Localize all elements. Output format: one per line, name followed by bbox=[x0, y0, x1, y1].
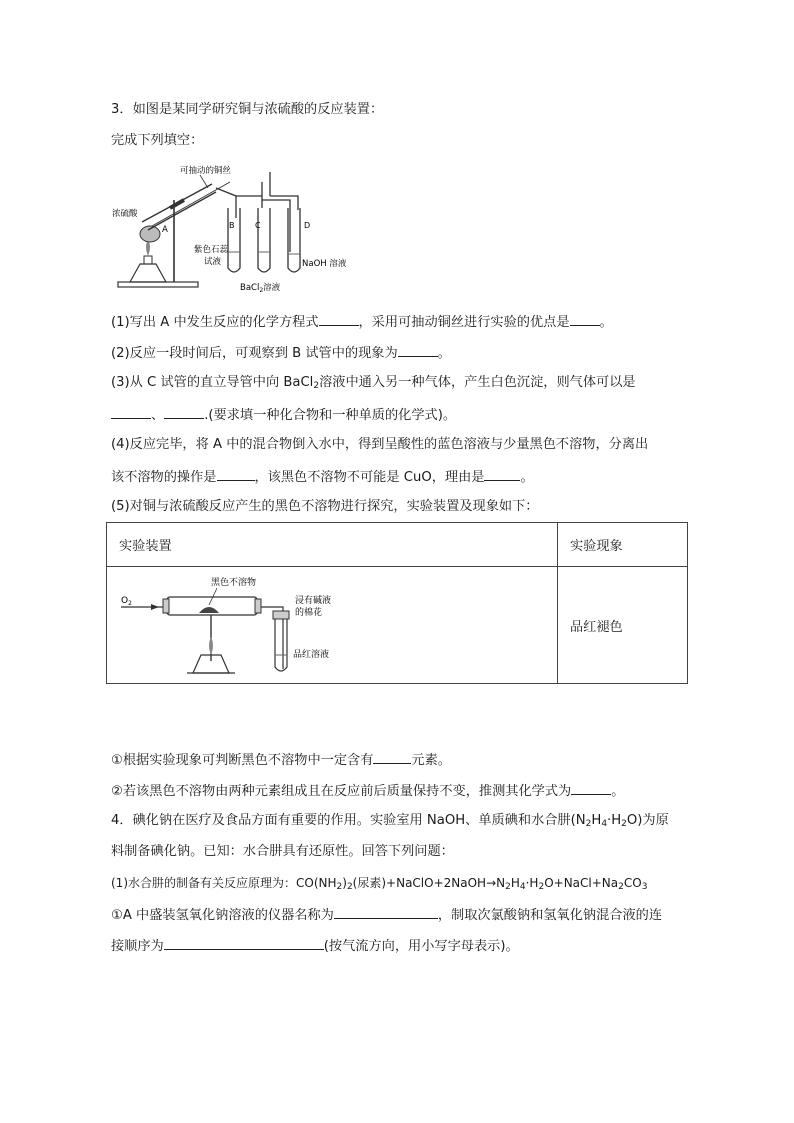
label-cotton-1: 浸有碱液 bbox=[295, 596, 332, 606]
label-d: D bbox=[304, 221, 311, 230]
label-a: A bbox=[162, 225, 168, 235]
label-naoh: NaOH 溶液 bbox=[302, 259, 347, 269]
table-cell-result: 品红褪色 bbox=[558, 567, 688, 684]
table-header-phenomenon: 实验现象 bbox=[558, 523, 688, 567]
answer-blank[interactable] bbox=[334, 904, 438, 919]
label-pink-red-solution: 品红溶液 bbox=[293, 650, 330, 660]
label-bacl2: BaCl$_2$溶液 bbox=[240, 283, 281, 294]
label-o2: $O_2$ bbox=[121, 596, 132, 607]
answer-blank[interactable] bbox=[570, 311, 600, 326]
q3-conclusion1: ①根据实验现象可判断黑色不溶物中一定含有 元素。 bbox=[111, 749, 451, 771]
q4-part1: (1)水合肼的制备有关反应原理为：$CO(NH_2)_2$(尿素)$+NaClO+2NaOH\to N_2H_4\cdot H_2O+NaCl+Na_2CO_3$ bbox=[111, 876, 648, 892]
answer-blank[interactable] bbox=[484, 466, 520, 481]
label-litmus-2: 试液 bbox=[204, 257, 222, 267]
q4-part1-q1: ①A 中盛装氢氧化钠溶液的仪器名称为 ，制取次氯酸钠和氢氧化钠混合液的连 bbox=[111, 904, 662, 926]
answer-blank[interactable] bbox=[164, 404, 204, 419]
q4-title-line2: 料制备碘化钠。已知：水合肼具有还原性。回答下列问题： bbox=[111, 844, 454, 859]
q3-title: 3．如图是某同学研究铜与浓硫酸的反应装置： bbox=[111, 102, 384, 117]
label-black-insoluble: 黑色不溶物 bbox=[211, 578, 257, 588]
q3-subtitle: 完成下列填空： bbox=[111, 133, 204, 148]
answer-blank[interactable] bbox=[319, 311, 359, 326]
copper-acid-apparatus-diagram bbox=[112, 160, 362, 300]
q3-part1: (1)写出 A 中发生反应的化学方程式 ，采用可抽动铜丝进行实验的优点是 。 bbox=[111, 311, 613, 333]
q3-part3-line2: 、 .(要求填一种化合物和一种单质的化学式)。 bbox=[111, 404, 456, 426]
answer-blank[interactable] bbox=[373, 749, 411, 764]
label-conc-acid: 浓硫酸 bbox=[112, 209, 138, 219]
answer-blank[interactable] bbox=[571, 780, 611, 795]
table-cell-apparatus bbox=[107, 567, 558, 684]
q4-title-line1: 4．碘化钠在医疗及食品方面有重要的作用。实验室用 NaOH、单质碘和水合肼$(N_2H_4\cdot H_2O)$为原 bbox=[111, 813, 669, 829]
table-header-apparatus: 实验装置 bbox=[107, 523, 558, 567]
combustion-apparatus-diagram bbox=[107, 567, 545, 679]
answer-blank[interactable] bbox=[398, 342, 438, 357]
label-copper-wire: 可抽动的铜丝 bbox=[180, 166, 232, 176]
answer-blank[interactable] bbox=[164, 935, 324, 950]
answer-blank[interactable] bbox=[111, 404, 151, 419]
label-litmus-1: 紫色石蕊 bbox=[194, 245, 229, 255]
q3-part3-line1: (3)从 C 试管的直立导管中向 BaCl$_2$溶液中通入另一种气体，产生白色沉淀，则气体可以是 bbox=[111, 375, 636, 391]
label-c: C bbox=[255, 221, 261, 230]
answer-blank[interactable] bbox=[217, 466, 255, 481]
q3-part4-line1: (4)反应完毕，将 A 中的混合物倒入水中，得到呈酸性的蓝色溶液与少量黑色不溶物，分离出 bbox=[111, 437, 649, 452]
q4-part1-q2: 接顺序为 (按气流方向，用小写字母表示)。 bbox=[111, 935, 519, 957]
label-b: B bbox=[229, 221, 235, 230]
label-cotton-2: 的棉花 bbox=[295, 608, 323, 618]
q3-part5: (5)对铜与浓硫酸反应产生的黑色不溶物进行探究，实验装置及现象如下： bbox=[111, 499, 539, 514]
experiment-table bbox=[106, 522, 688, 684]
q3-part2: (2)反应一段时间后，可观察到 B 试管中的现象为 。 bbox=[111, 342, 451, 364]
q3-conclusion2: ②若该黑色不溶物由两种元素组成且在反应前后质量保持不变，推测其化学式为 。 bbox=[111, 780, 624, 802]
q3-part4-line2: 该不溶物的操作是 ，该黑色不溶物不可能是 CuO，理由是 。 bbox=[111, 466, 534, 488]
